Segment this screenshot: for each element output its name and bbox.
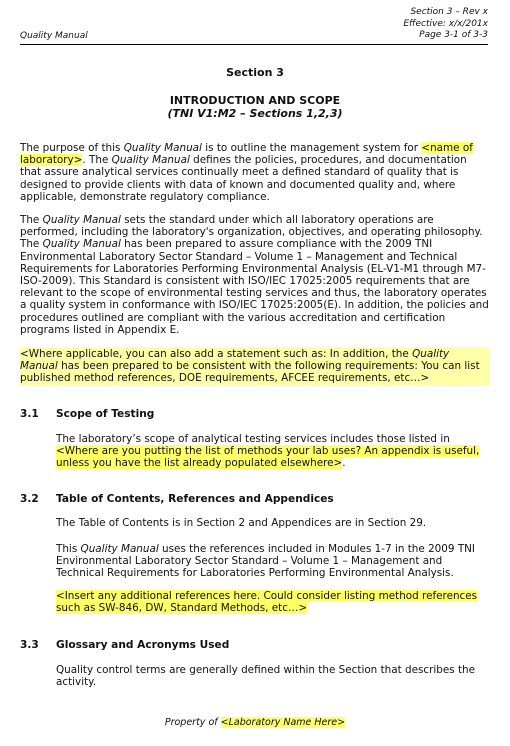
header-page-number: Page 3-1 of 3-3 bbox=[419, 30, 488, 40]
references-paragraph: This Quality Manual uses the references included in Modules 1-7 in the 2009 TNI Environmental Laboratory Sector Standard – Volume 1 – Management and Technical Requirements for Laboratories Performing Environmental Analysis. bbox=[56, 543, 475, 580]
heading-3-2: 3.2 Table of Contents, References and Appendices bbox=[20, 493, 334, 505]
scope-paragraph: The laboratory’s scope of analytical testing services includes those listed in <Where are you putting the list of methods your lab uses? An appendix is useful, unless you have the list already populated elsewhere>. bbox=[56, 433, 480, 470]
header-right bbox=[403, 7, 488, 42]
section-number: Section 3 bbox=[226, 66, 284, 79]
intro-paragraph-2: The Quality Manual sets the standard under which all laboratory operations are performed, including the laboratory's organization, objectives, and operating philosophy. The Quality Manual has been prepared to assure compliance with the 2009 TNI Environmental Laboratory Sector Standard – Volume 1 – Management and Technical Requirements for Laboratories Performing Environmental Analysis (EL-V1-M1 through M7-ISO-2009). This Standard is consistent with ISO/IEC 17025:2005 requirements that are relevant to the scope of environmental testing services and thus, the laboratory operates a quality system in conformance with ISO/IEC 17025:2005(E). In addition, the policies and procedures outlined are compliant with the various accreditation and certification programs listed in Appendix E. bbox=[20, 214, 489, 336]
section-subtitle: (TNI V1:M2 – Sections 1,2,3) bbox=[167, 107, 343, 120]
lab-name-placeholder: <name of laboratory> bbox=[20, 142, 473, 167]
glossary-paragraph: Quality control terms are generally defined within the Section that describes the activity. bbox=[56, 664, 476, 689]
header-left: Quality Manual bbox=[20, 31, 88, 41]
section-title: INTRODUCTION AND SCOPE bbox=[169, 94, 341, 107]
footer-lab-placeholder: <Laboratory Name Here> bbox=[220, 717, 346, 728]
heading-3-3: 3.3 Glossary and Acronyms Used bbox=[20, 639, 230, 651]
methods-list-placeholder: <Where are you putting the list of methods your lab uses? An appendix is useful, unless you have the list already populated elsewhere> bbox=[56, 445, 480, 470]
footer: Property of <Laboratory Name Here> bbox=[164, 717, 346, 728]
header-effective: Effective: x/x/201x bbox=[403, 18, 488, 29]
intro-paragraph-1: The purpose of this Quality Manual is to outline the management system for <name of laboratory>. The Quality Manual defines the policies, procedures, and documentation that assure analytical services continually meet a defined standard of quality that is designed to provide clients with data of known and documented quality and, where applicable, demonstrate regulatory compliance. bbox=[20, 142, 473, 203]
header-rule bbox=[20, 44, 488, 45]
toc-paragraph: The Table of Contents is in Section 2 and Appendices are in Section 29. bbox=[56, 517, 427, 529]
header-revision: Section 3 – Rev x bbox=[410, 7, 488, 17]
references-placeholder: <Insert any additional references here. Could consider listing method references such as SW-846, DW, Standard Methods, etc…> bbox=[56, 590, 478, 615]
heading-3-1: 3.1 Scope of Testing bbox=[20, 408, 155, 420]
intro-paragraph-3-placeholder: <Where applicable, you can also add a statement such as: In addition, the Quality Manual has been prepared to be consistent with the following requirements: You can list published method references, DOE requirements, AFCEE requirements, etc…> bbox=[20, 347, 490, 386]
